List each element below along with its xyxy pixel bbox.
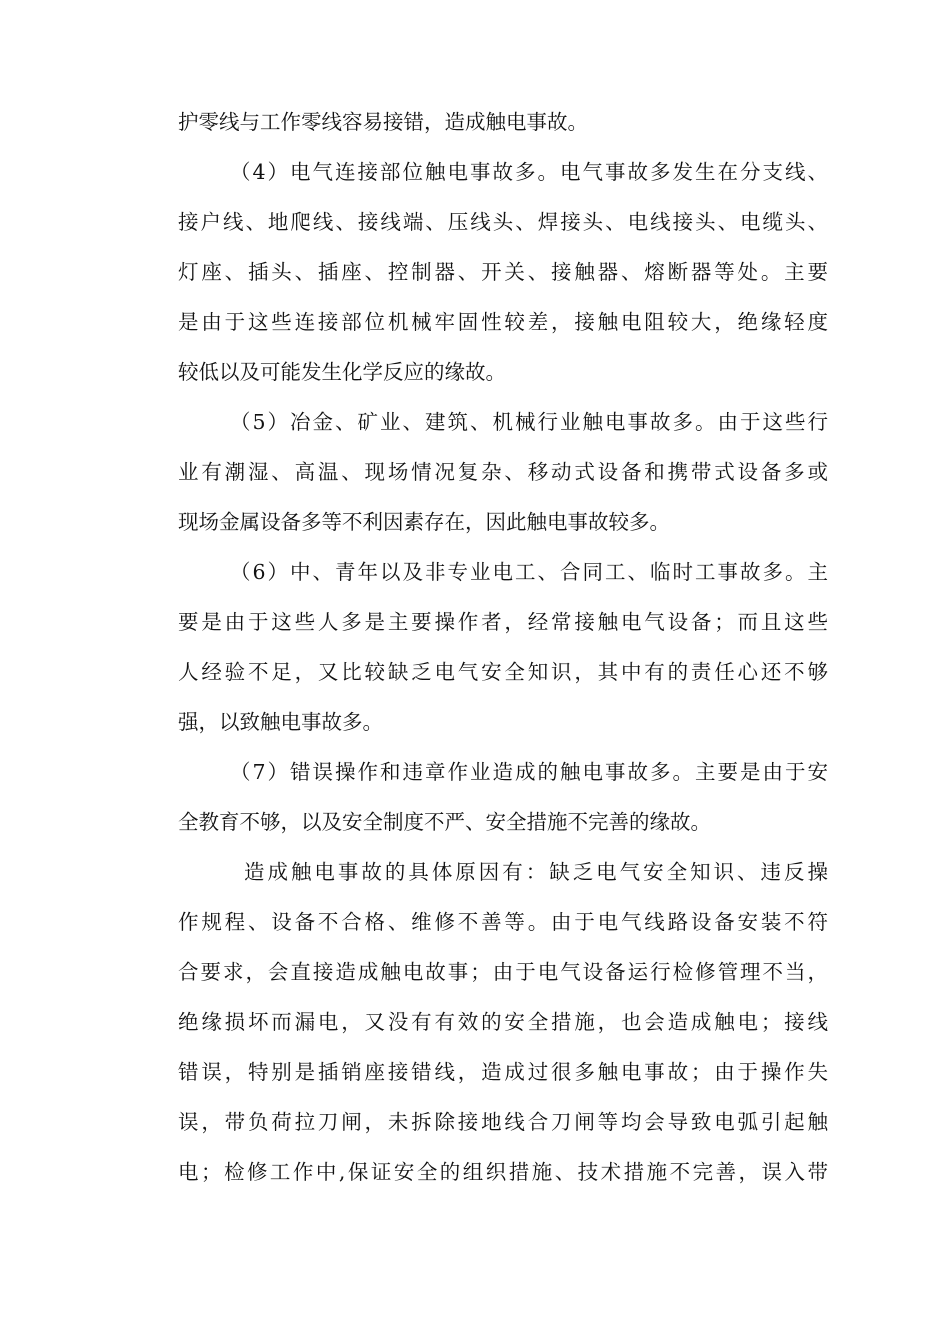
paragraph-line: 造成触电事故的具体原因有：缺乏电气安全知识、违反操 [244,860,828,884]
paragraph-line: （6）中、青年以及非专业电工、合同工、临时工事故多。主 [230,560,828,584]
paragraph-line: 全教育不够，以及安全制度不严、安全措施不完善的缘故。 [178,810,711,834]
paragraph-line: 强，以致触电事故多。 [178,710,383,734]
paragraph-line: 人经验不足，又比较缺乏电气安全知识，其中有的责任心还不够 [178,660,828,684]
paragraph-line: 是由于这些连接部位机械牢固性较差，接触电阻较大，绝缘轻度 [178,310,828,334]
paragraph-line: 合要求，会直接造成触电故事；由于电气设备运行检修管理不当， [178,960,828,984]
paragraph-line: 现场金属设备多等不利因素存在，因此触电事故较多。 [178,510,670,534]
paragraph-line: 接户线、地爬线、接线端、压线头、焊接头、电线接头、电缆头、 [178,210,828,234]
paragraph-line: （5）冶金、矿业、建筑、机械行业触电事故多。由于这些行 [230,410,828,434]
paragraph-line: （4）电气连接部位触电事故多。电气事故多发生在分支线、 [230,160,828,184]
paragraph-line: 业有潮湿、高温、现场情况复杂、移动式设备和携带式设备多或 [178,460,828,484]
paragraph-line: 误，带负荷拉刀闸，未拆除接地线合刀闸等均会导致电弧引起触 [178,1110,828,1134]
paragraph-line: 灯座、插头、插座、控制器、开关、接触器、熔断器等处。主要 [178,260,828,284]
paragraph-line: （7）错误操作和违章作业造成的触电事故多。主要是由于安 [230,760,828,784]
paragraph-line: 较低以及可能发生化学反应的缘故。 [178,360,506,384]
paragraph-line: 绝缘损坏而漏电，又没有有效的安全措施，也会造成触电；接线 [178,1010,828,1034]
paragraph-line: 作规程、设备不合格、维修不善等。由于电气线路设备安装不符 [178,910,828,934]
paragraph-line: 要是由于这些人多是主要操作者，经常接触电气设备；而且这些 [178,610,828,634]
paragraph-line: 护零线与工作零线容易接错，造成触电事故。 [178,110,588,134]
paragraph-line: 电；检修工作中,保证安全的组织措施、技术措施不完善，误入带 [178,1160,828,1184]
paragraph-line: 错误，特别是插销座接错线，造成过很多触电事故；由于操作失 [178,1060,828,1084]
